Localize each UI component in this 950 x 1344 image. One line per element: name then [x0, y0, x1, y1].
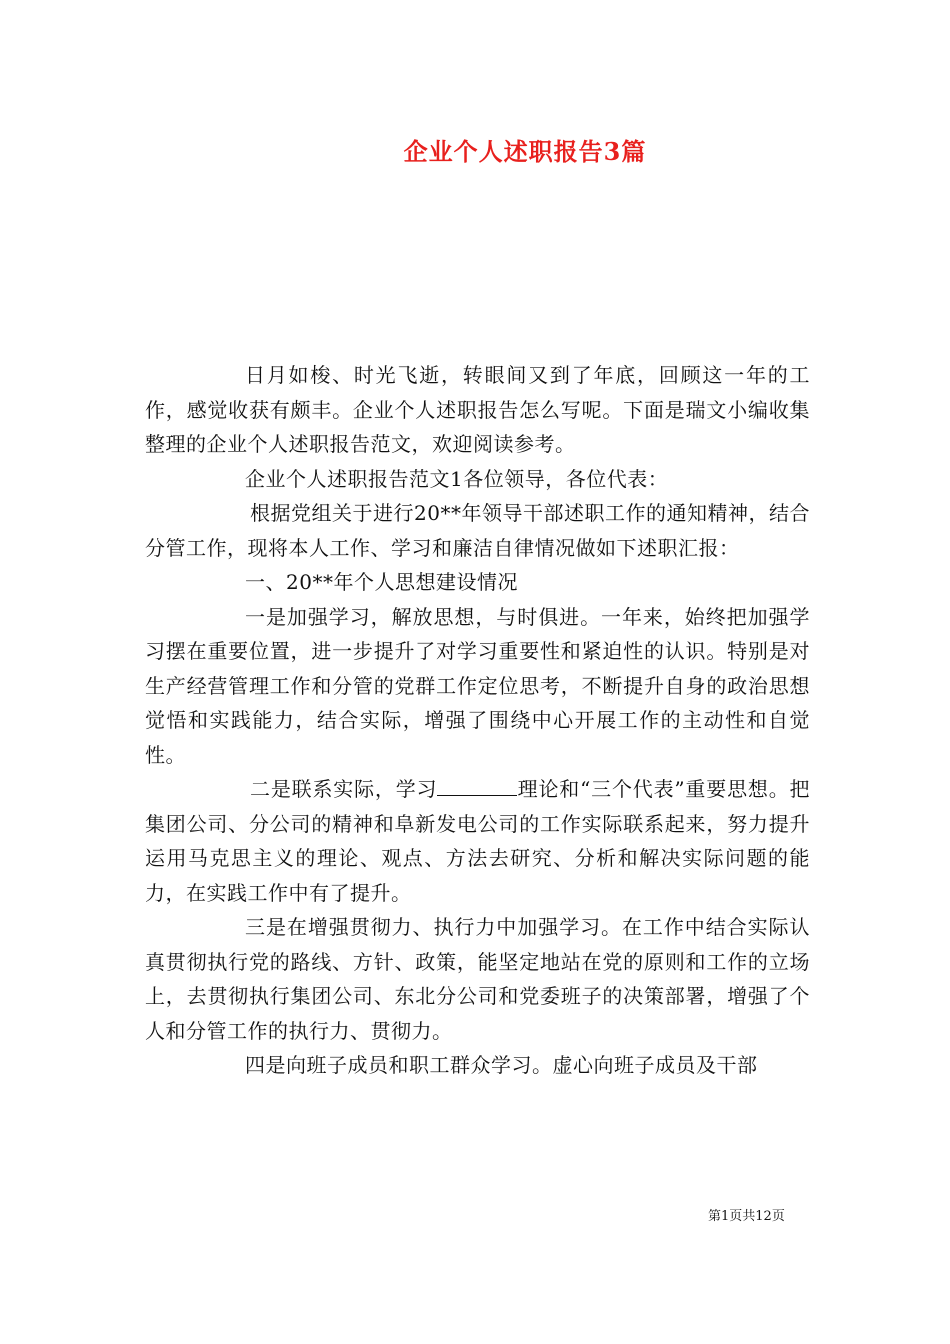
paragraph-report-basis: 根据党组关于进行20**年领导干部述职工作的通知精神，结合分管工作，现将本人工作、学习和廉洁自律情况做如下述职汇报： [145, 501, 810, 560]
paragraph-point-three: 三是在增强贯彻力、执行力中加强学习。在工作中结合实际认真贯彻执行党的路线、方针、政策，能坚定地站在党的原则和工作的立场上，去贯彻执行集团公司、东北分公司和党委班子的决策部署，增强了个人和分管工作的执行力、贯彻力。 [145, 915, 810, 1043]
paragraph-intro: 日月如梭、时光飞逝，转眼间又到了年底，回顾这一年的工作，感觉收获有颇丰。企业个人述职报告怎么写呢。下面是瑞文小编收集整理的企业个人述职报告范文，欢迎阅读参考。 [145, 363, 810, 456]
paragraph-sample-heading: 企业个人述职报告范文1各位领导，各位代表： [245, 466, 669, 491]
section-heading-thought-building: 一、20**年个人思想建设情况 [245, 570, 518, 594]
paragraph-point-four: 四是向班子成员和职工群众学习。虚心向班子成员及干部 [245, 1053, 758, 1077]
fill-in-blank [437, 777, 517, 796]
paragraph-point-two [145, 772, 810, 910]
point-two-rest-text: 理论和“三个代表”重要思想。把集团公司、分公司的精神和阜新发电公司的工作实际联系起来，努力提升运用马克思主义的理论、观点、方法去研究、分析和解决实际问题的能力，在实践工作中有了提升。 [145, 777, 811, 905]
document-body [145, 358, 810, 1083]
document-title: 企业个人述职报告3篇 [403, 137, 647, 166]
page-number-footer: 第1页共12页 [708, 1209, 785, 1224]
point-two-lead-text: 二是联系实际，学习 [250, 777, 438, 801]
paragraph-point-one: 一是加强学习，解放思想，与时俱进。一年来，始终把加强学习摆在重要位置，进一步提升了对学习重要性和紧迫性的认识。特别是对生产经营管理工作和分管的党群工作定位思考，不断提升自身的政治思想觉悟和实践能力，结合实际，增强了围绕中心开展工作的主动性和自觉性。 [145, 604, 810, 767]
